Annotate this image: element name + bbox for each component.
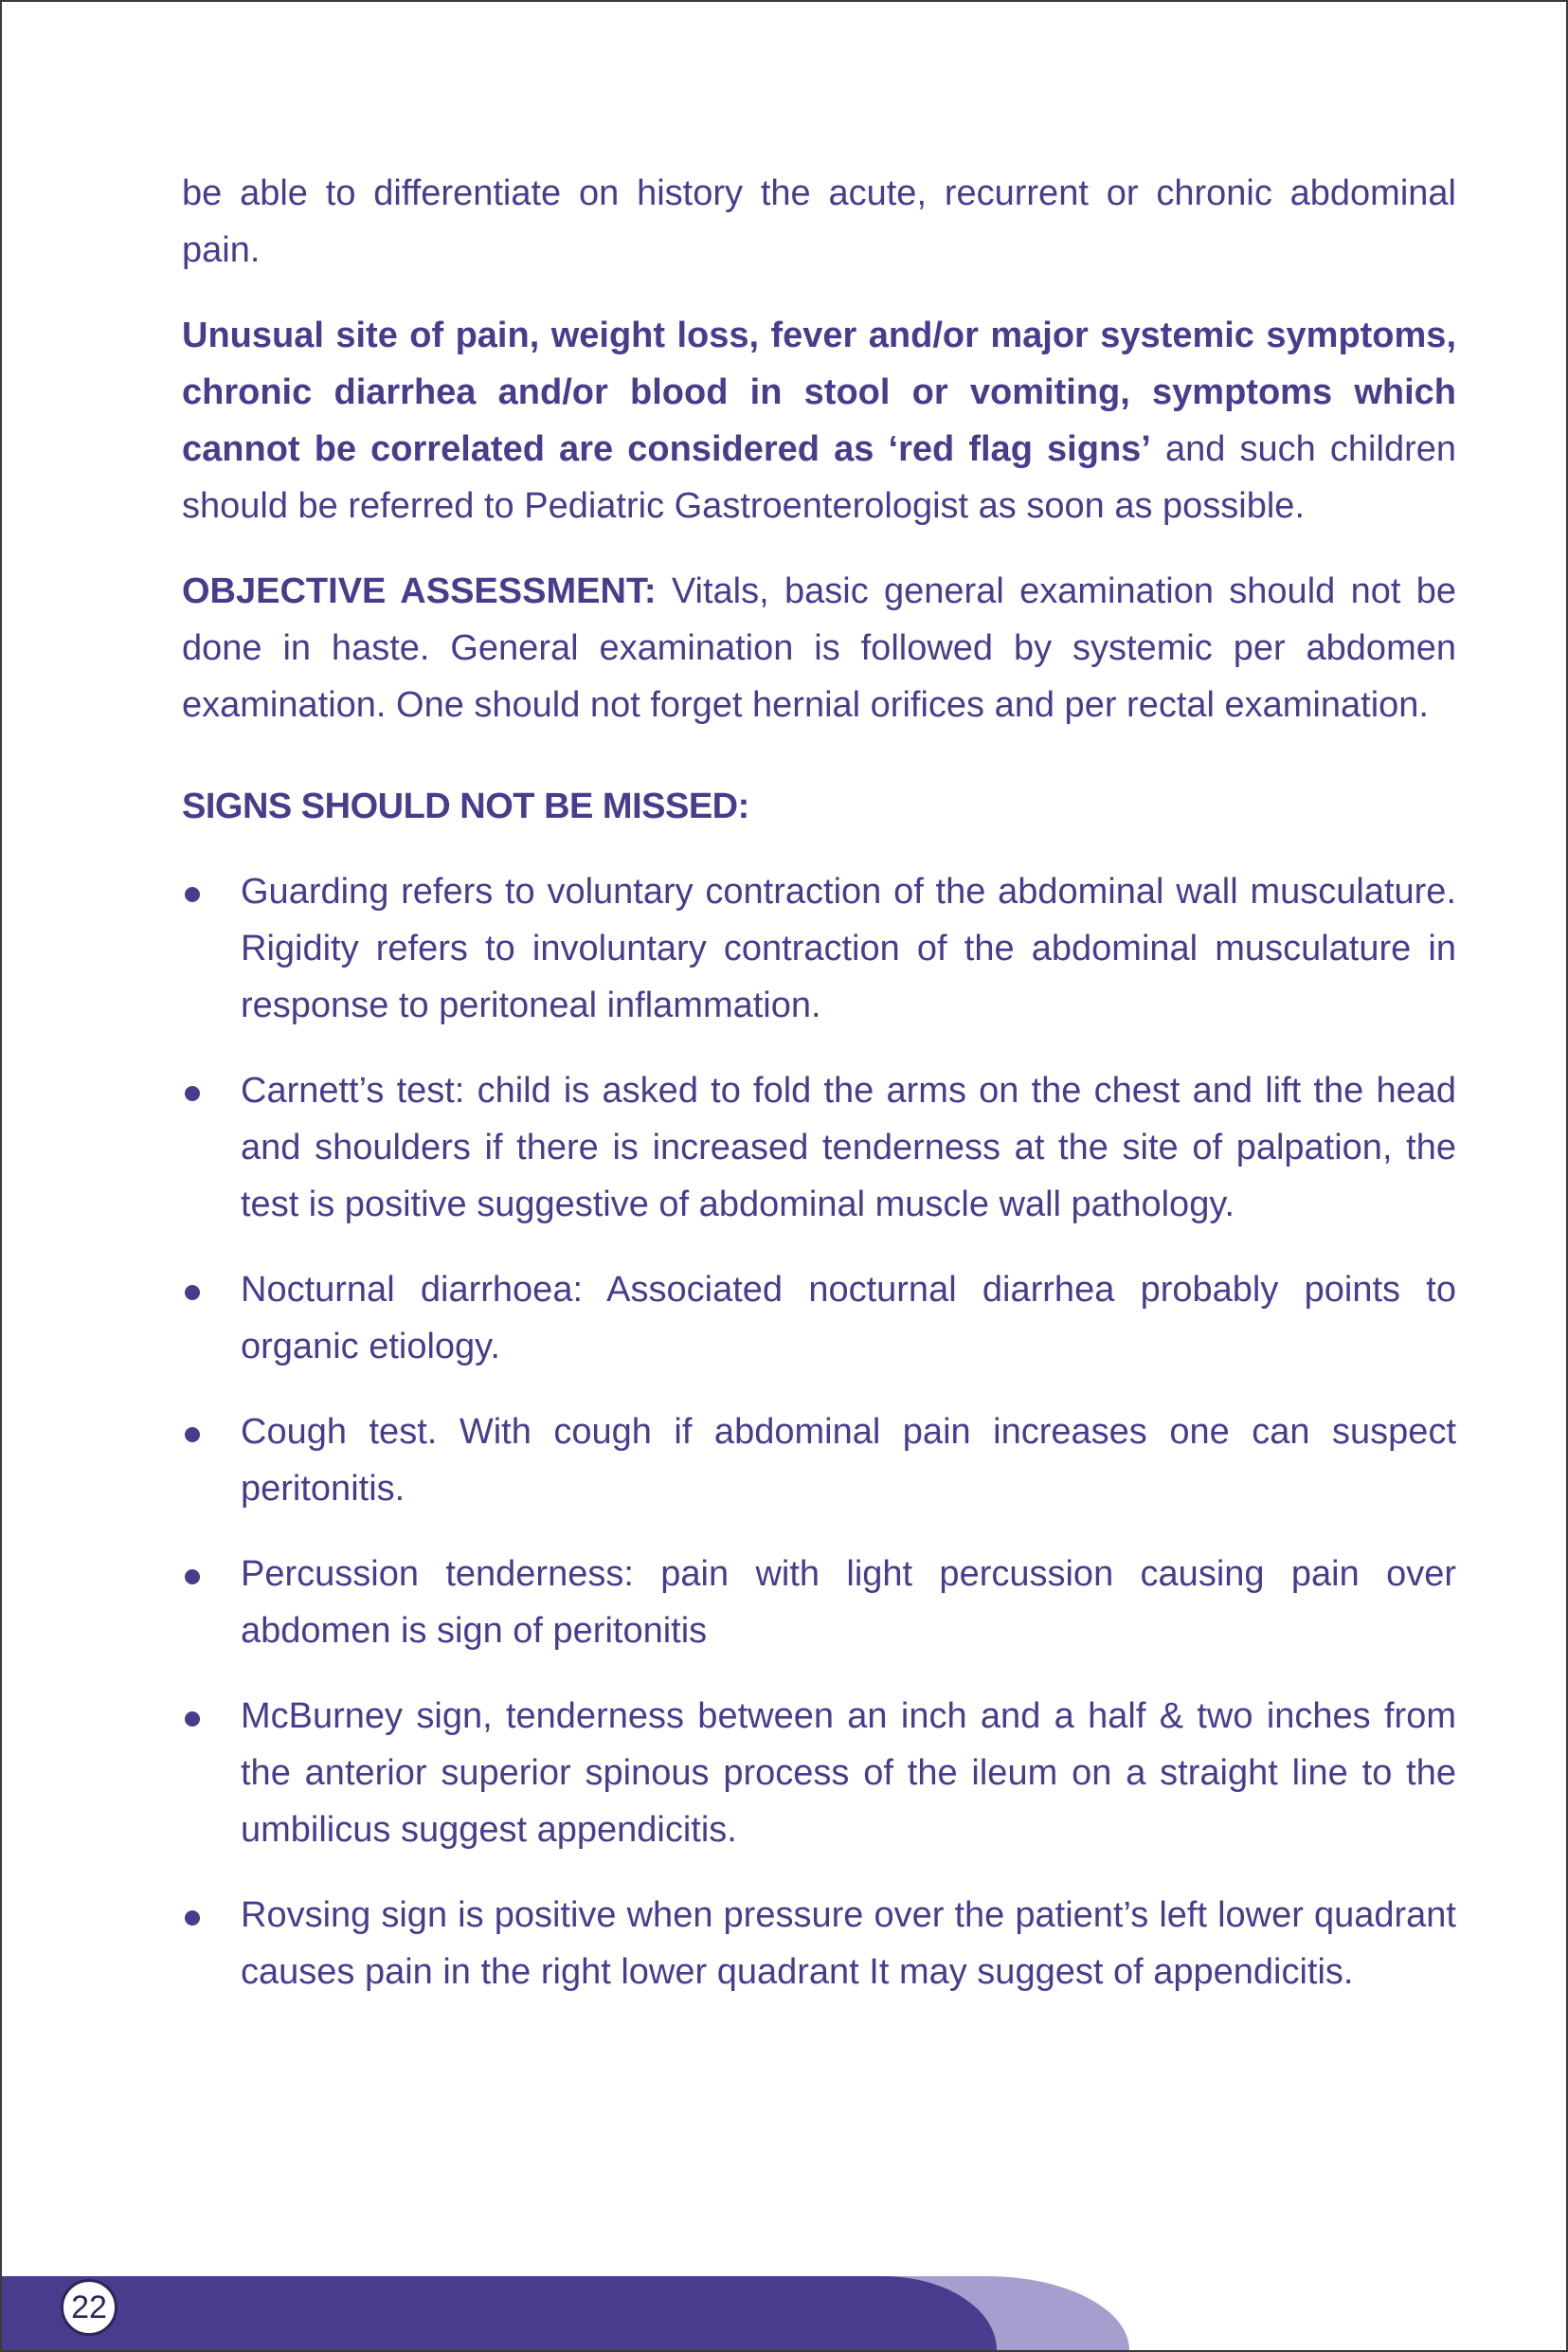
red-flag-rest-text: and such children should be referred to Pediatric Gastroenterologist as soon as possible. bbox=[182, 429, 1456, 526]
page-content bbox=[182, 165, 1456, 2029]
signs-list bbox=[182, 863, 1456, 2000]
list-item: Percussion tenderness: pain with light percussion causing pain over abdomen is sign of peritonitis bbox=[182, 1546, 1456, 1659]
objective-assessment-label: OBJECTIVE ASSESSMENT: bbox=[182, 571, 657, 611]
footer-band-dark bbox=[2, 2276, 997, 2350]
list-item: Carnett’s test: child is asked to fold the arms on the chest and lift the head and shoulders if there is increased tenderness at the site of palpation, the test is positive suggestive of abdominal muscle wall pathology. bbox=[182, 1062, 1456, 1233]
objective-assessment-text: Vitals, basic general examination should not be done in haste. General examination is followed by systemic per abdomen examination. One should not forget hernial orifices and per rectal examination. bbox=[182, 571, 1456, 725]
red-flag-bold-text: Unusual site of pain, weight loss, fever and/or major systemic symptoms, chronic diarrhea and/or blood in stool or vomiting, symptoms which cannot be correlated are considered as ‘red flag signs’ bbox=[182, 316, 1456, 469]
objective-assessment-paragraph bbox=[182, 563, 1456, 733]
list-item: Nocturnal diarrhoea: Associated nocturnal diarrhea probably points to organic etiology. bbox=[182, 1261, 1456, 1375]
page-number: 22 bbox=[61, 2279, 117, 2336]
red-flag-paragraph bbox=[182, 307, 1456, 534]
list-item: Cough test. With cough if abdominal pain increases one can suspect peritonitis. bbox=[182, 1403, 1456, 1517]
list-item: Rovsing sign is positive when pressure over the patient’s left lower quadrant causes pain in the right lower quadrant It may suggest of appendicitis. bbox=[182, 1887, 1456, 2000]
signs-heading: SIGNS SHOULD NOT BE MISSED: bbox=[182, 787, 749, 826]
intro-paragraph: be able to differentiate on history the acute, recurrent or chronic abdominal pain. bbox=[182, 173, 1456, 270]
list-item: McBurney sign, tenderness between an inch and a half & two inches from the anterior superior spinous process of the ileum on a straight line to the umbilicus suggest appendicitis. bbox=[182, 1688, 1456, 1858]
list-item: Guarding refers to voluntary contraction of the abdominal wall musculature. Rigidity refers to involuntary contraction of the abdominal musculature in response to peritoneal inflammation. bbox=[182, 863, 1456, 1034]
